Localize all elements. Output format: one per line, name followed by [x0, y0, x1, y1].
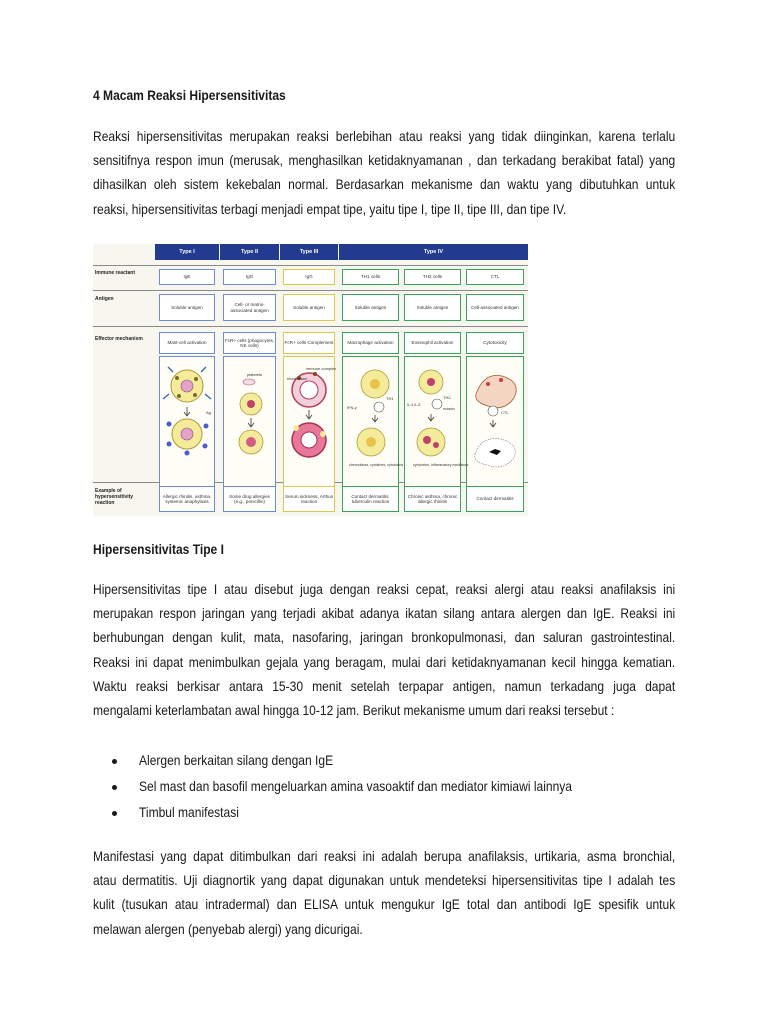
- example-cell: Contact dermatitis: [466, 486, 524, 512]
- arrow-icon: [490, 420, 496, 427]
- phagocyte-engulfing-icon: [239, 430, 263, 454]
- ctl-label: CTL: [501, 410, 509, 415]
- row-label-effector: Effector mechanism: [95, 336, 143, 342]
- degranulated-mast-cell-icon: [167, 419, 209, 456]
- platelets-label: platelets: [247, 372, 262, 377]
- example-cell: Some drug allergies (e.g., penicillin): [223, 486, 276, 512]
- intro-line: dihasilkan oleh sistem kekebalan normal. Berdasarkan mekanisme dan waktu yang dibutuhkan untuk: [93, 176, 676, 193]
- closing-line: Manifestasi yang dapat ditimbulkan dari reaksi ini adalah berupa anafilaksis, urtikaria, asma bronchial,: [93, 848, 676, 864]
- closing-line: atau dermatitis. Uji diagnortik yang dapat digunakan untuk mendeteksi hipersensitivitas tipe I adalah tes: [93, 872, 676, 889]
- type1-line: berhubungan dengan kulit, mata, nasofaring, jaringan bronkopulmonasi, dan saluran gastrointestinal.: [93, 629, 676, 646]
- cytotoxins-label: cytotoxins, inflammatory mediators: [413, 463, 469, 467]
- arrow-icon: [306, 410, 312, 419]
- header-type-2: Type II: [220, 244, 279, 260]
- intro-line: sensitifnya respon imun (merusak, menghasilkan ketidaknyamanan , dan terkadang berakibat fatal) yang: [93, 152, 676, 169]
- inflamed-vessel-icon: [292, 423, 326, 457]
- intro-line: reaksi, hipersensitivitas terbagi menjadi empat tipe, yaitu tipe I, tipe II, tipe III, dan tipe IV.: [93, 200, 567, 217]
- reactant-cell: TH1 cells: [342, 269, 399, 285]
- type1-line: mengalami keterlambatan awal hingga 10-12 jam. Berikut mekanisme umum dari reaksi tersebut :: [93, 702, 615, 719]
- arrow-icon: [372, 415, 378, 422]
- cell-illustrations: [93, 244, 528, 516]
- chemokines-label: chemokines, cytokines, cytotoxins: [349, 463, 404, 467]
- reactant-cell: IgG: [283, 269, 335, 285]
- effector-cell: Cytotoxicity: [466, 332, 524, 354]
- header-type-3: Type III: [280, 244, 338, 260]
- il4-il5-label: IL-4 IL-5: [407, 403, 421, 407]
- antigen-cell: Soluble antigen: [283, 294, 335, 321]
- example-cell: Allergic rhinitis, asthma, systemic anaphylaxis: [159, 486, 215, 512]
- effector-cell: Eosinophil activation: [404, 332, 461, 354]
- type1-line: Hipersensitivitas tipe I atau disebut juga dengan reaksi cepat, reaksi alergi atau reaksi anafilaksis ini: [93, 581, 676, 597]
- type1-line: Reaksi ini dapat menimbulkan gejala yang beragam, mulai dari ketidaknyamanan kecil hingga kematian.: [93, 653, 676, 670]
- bullet-icon: [112, 759, 117, 764]
- type1-line: merupakan respon jaringan yang terjadi akibat adanya ikatan silang antara alergen dan IgE. Reaksi ini: [93, 605, 676, 622]
- ifn-label: IFN-γ: [347, 405, 357, 410]
- mast-cell-icon: [163, 367, 211, 402]
- example-cell: Chronic asthma, chronic allergic rhinitis: [404, 486, 461, 512]
- type1-line: Waktu reaksi berkisar antara 15-30 menit setelah terpapar antigen, namun terkadang juga dapat: [93, 677, 676, 694]
- immune-complex-label: immune complex: [306, 366, 337, 371]
- reactant-cell: IgE: [159, 269, 215, 285]
- reactant-cell: CTL: [466, 269, 524, 285]
- arrow-icon: [184, 407, 190, 416]
- document-page: 4 Macam Reaksi Hipersensitivitas Reaksi hipersensitivitas merupakan reaksi berlebihan atau reaksi yang tidak diinginkan, karena terlalu sensitifnya respon imun (merusak, menghasilkan ketidaknyamanan , dan terkadang berakibat fatal) yang dihasilkan oleh sistem kekebalan normal. Berdasarkan mekanisme dan waktu yang dibutuhkan untuk reaksi, hipersensitivitas terbagi menjadi empat tipe, yaitu tipe I, tipe II, tipe III, dan tipe IV. Type I Type II Type III Type IV Immune reactant Antigen Effector mechanism Example of hypersensitivity reaction IgE IgG IgG TH1 cells TH2 cells CTL Soluble antigen Cell- or matrix-associated antigen Soluble antigen Soluble antigen Soluble antigen Cell-associated antigen Mast-cell activation FcR+ cells (phagocytes, NK cells) FcR+ cells Complement Macrophage activation Eosinophil activation Cytotoxicity Ag platelets immune complex blood vessel IFN-γ TH1 chemokines, cytokines, cytotoxins IL-4 IL-5 TH2 eotaxin cytotoxins, inflammatory mediators CTL Allergic rhinitis, asthma, systemic anaphylaxis Some drug allergies (e.g., penicillin) Serum sickness, Arthus reaction Contact dermatitis, tuberculin reaction Chronic asthma, chronic allergic rhinitis Contact dermatitis Hipersensitivitas Tipe I Hipersensitivitas tipe I atau disebut juga dengan reaksi cepat, reaksi alergi atau reaksi anafilaksis ini merupakan respon jaringan yang terjadi akibat adanya ikatan silang antara alergen dan IgE. Reaksi ini berhubungan dengan kulit, mata, nasofaring, jaringan bronkopulmonasi, dan saluran gastrointestinal. Reaksi ini dapat menimbulkan gejala yang beragam, mulai dari ketidaknyamanan kecil hingga kematian. Waktu reaksi berkisar antara 15-30 menit setelah terpapar antigen, namun terkadang juga dapat mengalami keterlambatan awal hingga 10-12 jam. Berikut mekanisme umum dari reaksi tersebut : Alergen berkaitan silang dengan IgE Sel mast dan basofil mengeluarkan amina vasoaktif dan mediator kimiawi lainnya Timbul manifestasi Manifestasi yang dapat ditimbulkan dari reaksi ini adalah berupa anafilaksis, urtikaria, asma bronchial, atau dermatitis. Uji diagnortik yang dapat digunakan untuk mendeteksi hipersensitivitas tipe I adalah tes kulit (tusukan atau intradermal) dan ELISA untuk mengukur IgE total dan antibodi IgE spesifik untuk melawan alergen (penyebab alergi) yang dicurigai.: [0, 0, 768, 1024]
- effector-cell: Macrophage activation: [342, 332, 399, 354]
- row-label-antigen: Antigen: [95, 296, 114, 302]
- arrow-icon: [428, 414, 434, 421]
- arrow-icon: [248, 418, 254, 427]
- bullet-icon: [112, 811, 117, 816]
- main-heading: 4 Macam Reaksi Hipersensitivitas: [93, 87, 286, 103]
- section-heading-type1: Hipersensitivitas Tipe I: [93, 541, 224, 557]
- th2-label: TH2: [443, 395, 451, 400]
- effector-cell: FcR+ cells Complement: [283, 332, 335, 354]
- hypersensitivity-figure: [93, 244, 528, 516]
- closing-paragraph: [93, 844, 675, 941]
- ag-label: Ag: [206, 410, 211, 415]
- header-type-1: Type I: [155, 244, 219, 260]
- bullet-icon: [112, 785, 117, 790]
- reactant-cell: IgG: [223, 269, 276, 285]
- target-cell-icon: [476, 375, 517, 416]
- blood-vessel-label: blood vessel: [287, 377, 307, 381]
- example-cell: Serum sickness, Arthus reaction: [283, 486, 335, 512]
- header-type-4: Type IV: [339, 244, 528, 260]
- antigen-cell: Cell- or matrix-associated antigen: [223, 294, 276, 321]
- antigen-cell: Soluble antigen: [159, 294, 215, 321]
- antigen-cell: Cell-associated antigen: [466, 294, 524, 321]
- eotaxin-label: eotaxin: [443, 407, 455, 411]
- type1-paragraph: [93, 577, 675, 722]
- row-label-example: Example of hypersensitivity reaction: [95, 488, 134, 506]
- row-label-reactant: Immune reactant: [95, 270, 136, 276]
- closing-line: kulit (tusukan atau intradermal) dan ELISA untuk mengukur IgE total dan antibodi IgE spesifik untuk: [93, 896, 676, 913]
- effector-cell: Mast-cell activation: [159, 332, 215, 354]
- eosinophil-icon: [419, 370, 443, 409]
- closing-line: melawan alergen (penyebab alergi) yang dicurigai.: [93, 920, 363, 937]
- phagocyte-icon: [240, 379, 262, 415]
- antigen-cell: Soluble antigen: [404, 294, 461, 321]
- macrophage-icon: [361, 370, 389, 412]
- example-cell: Contact dermatitis, tuberculin reaction: [342, 486, 399, 512]
- intro-paragraph: [93, 124, 675, 221]
- th1-label: TH1: [386, 396, 394, 401]
- activated-eosinophil-icon: [417, 428, 445, 456]
- dead-cell-icon: [475, 439, 516, 467]
- activated-macrophage-icon: [357, 428, 385, 456]
- intro-line: Reaksi hipersensitivitas merupakan reaksi berlebihan atau reaksi yang tidak diinginkan, karena terlalu: [93, 128, 676, 144]
- antigen-cell: Soluble antigen: [342, 294, 399, 321]
- effector-cell: FcR+ cells (phagocytes, NK cells): [223, 332, 276, 354]
- reactant-cell: TH2 cells: [404, 269, 461, 285]
